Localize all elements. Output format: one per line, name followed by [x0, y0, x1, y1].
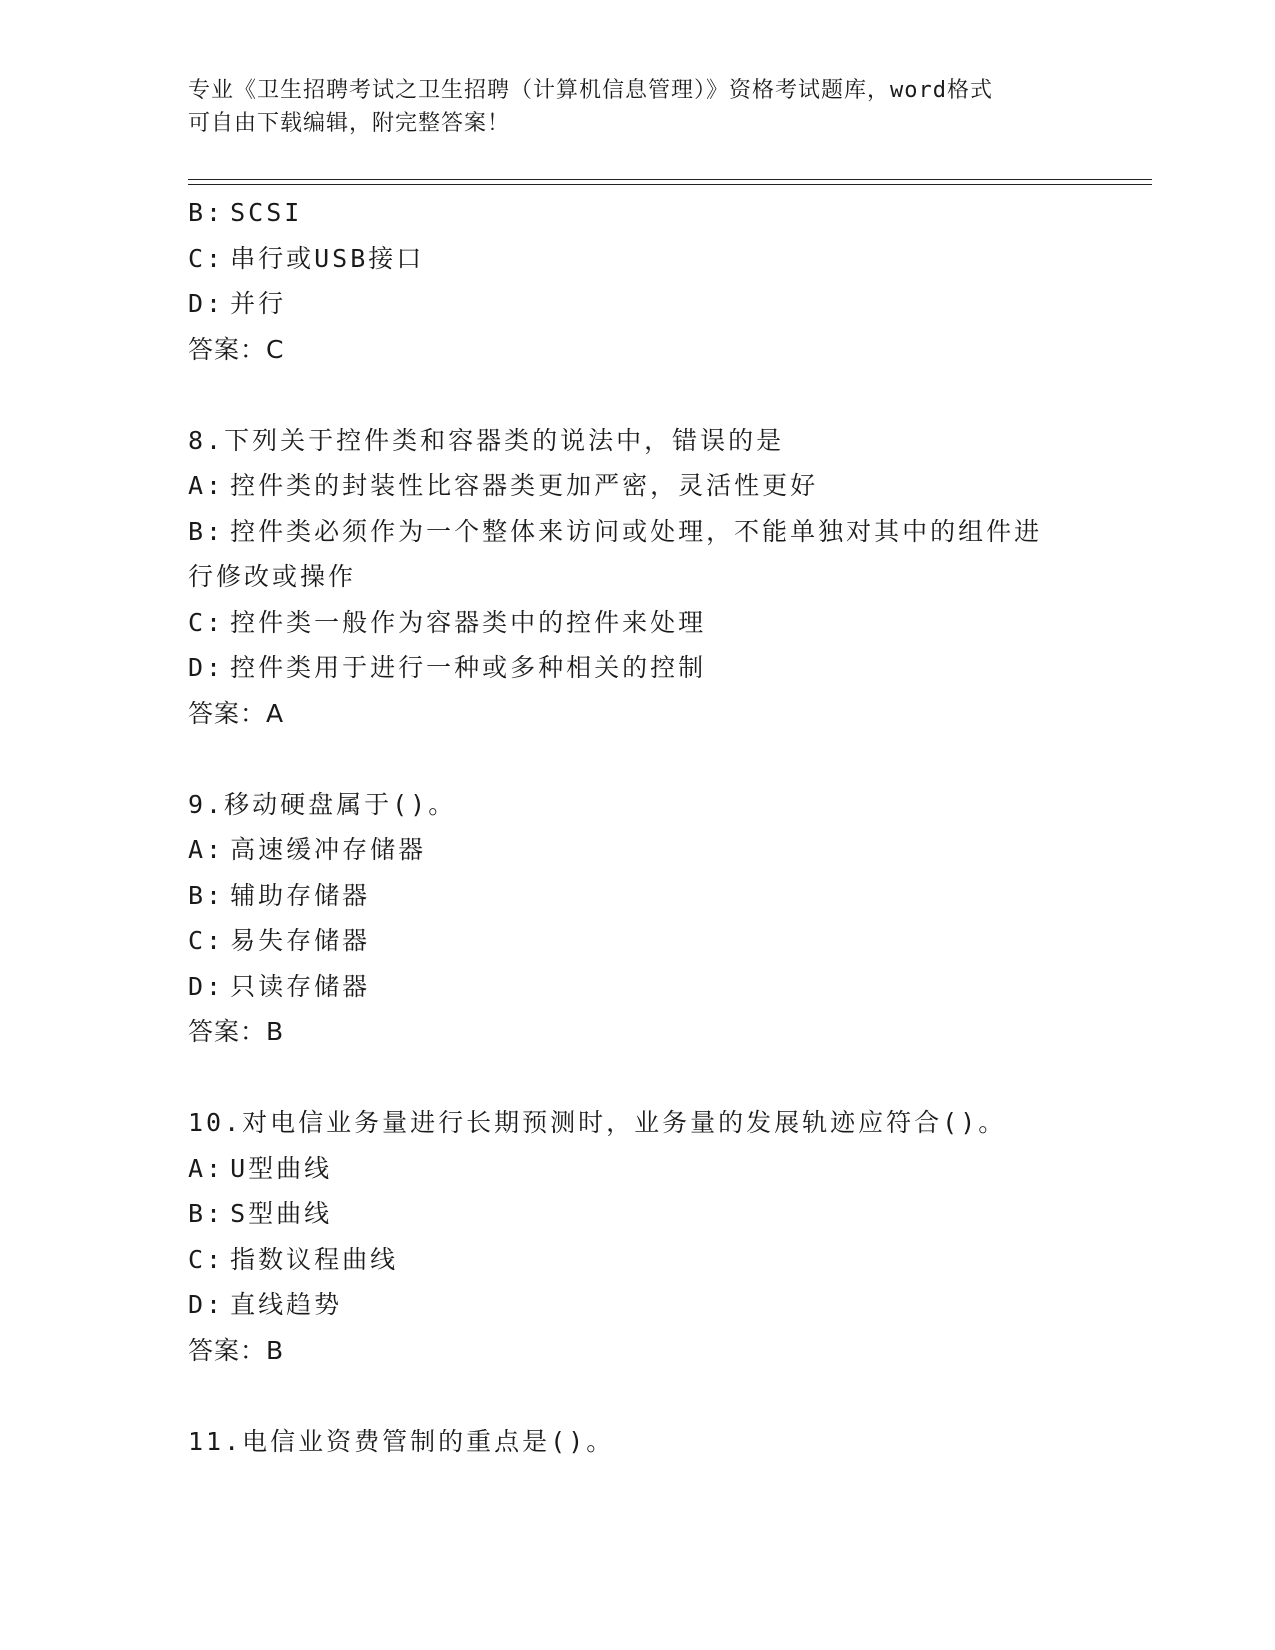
question-stem: 10.对电信业务量进行长期预测时，业务量的发展轨迹应符合()。 [188, 1108, 1007, 1137]
option-c: C: 易失存储器 [188, 926, 371, 955]
question-stem: 11.电信业资费管制的重点是()。 [188, 1426, 615, 1456]
spacer [188, 372, 1088, 418]
header-divider-bottom [188, 184, 1152, 185]
answer: 答案：B [188, 1017, 285, 1046]
header-divider-top [188, 179, 1152, 180]
question-9 [188, 782, 1088, 1055]
option-a: A: U型曲线 [188, 1153, 333, 1183]
answer: 答案：B [188, 1335, 285, 1365]
question-11 [188, 1419, 1088, 1465]
spacer [188, 1373, 1088, 1419]
option-c: C: 指数议程曲线 [188, 1244, 399, 1274]
spacer [188, 736, 1088, 782]
option-c: C: 串行或USB接口 [188, 243, 425, 273]
option-b: B: 控件类必须作为一个整体来访问或处理，不能单独对其中的组件进 [188, 516, 1043, 546]
option-d: D: 控件类用于进行一种或多种相关的控制 [188, 653, 707, 682]
document-header [188, 74, 1068, 140]
question-7-tail [188, 190, 1088, 372]
option-a: A: 控件类的封装性比容器类更加严密，灵活性更好 [188, 471, 819, 500]
header-line-2: 可自由下载编辑，附完整答案！ [188, 111, 511, 136]
option-c: C: 控件类一般作为容器类中的控件来处理 [188, 607, 707, 637]
question-10 [188, 1100, 1088, 1373]
spacer [188, 1055, 1088, 1101]
option-a: A: 高速缓冲存储器 [188, 835, 427, 864]
option-b: B: 辅助存储器 [188, 880, 371, 910]
question-stem: 9.移动硬盘属于()。 [188, 789, 457, 819]
option-b: B: SCSI [188, 198, 303, 227]
question-8 [188, 418, 1088, 737]
option-d: D: 并行 [188, 289, 287, 318]
answer: 答案：C [188, 334, 285, 364]
option-d: D: 直线趋势 [188, 1290, 343, 1319]
question-stem: 8.下列关于控件类和容器类的说法中，错误的是 [188, 425, 785, 455]
option-d: D: 只读存储器 [188, 971, 371, 1001]
answer: 答案：A [188, 698, 285, 728]
question-list [188, 190, 1088, 1464]
header-line-1: 专业《卫生招聘考试之卫生招聘（计算机信息管理）》资格考试题库，word格式 [188, 78, 993, 103]
option-b-continued: 行修改或操作 [188, 562, 357, 591]
option-b: B: S型曲线 [188, 1199, 333, 1228]
